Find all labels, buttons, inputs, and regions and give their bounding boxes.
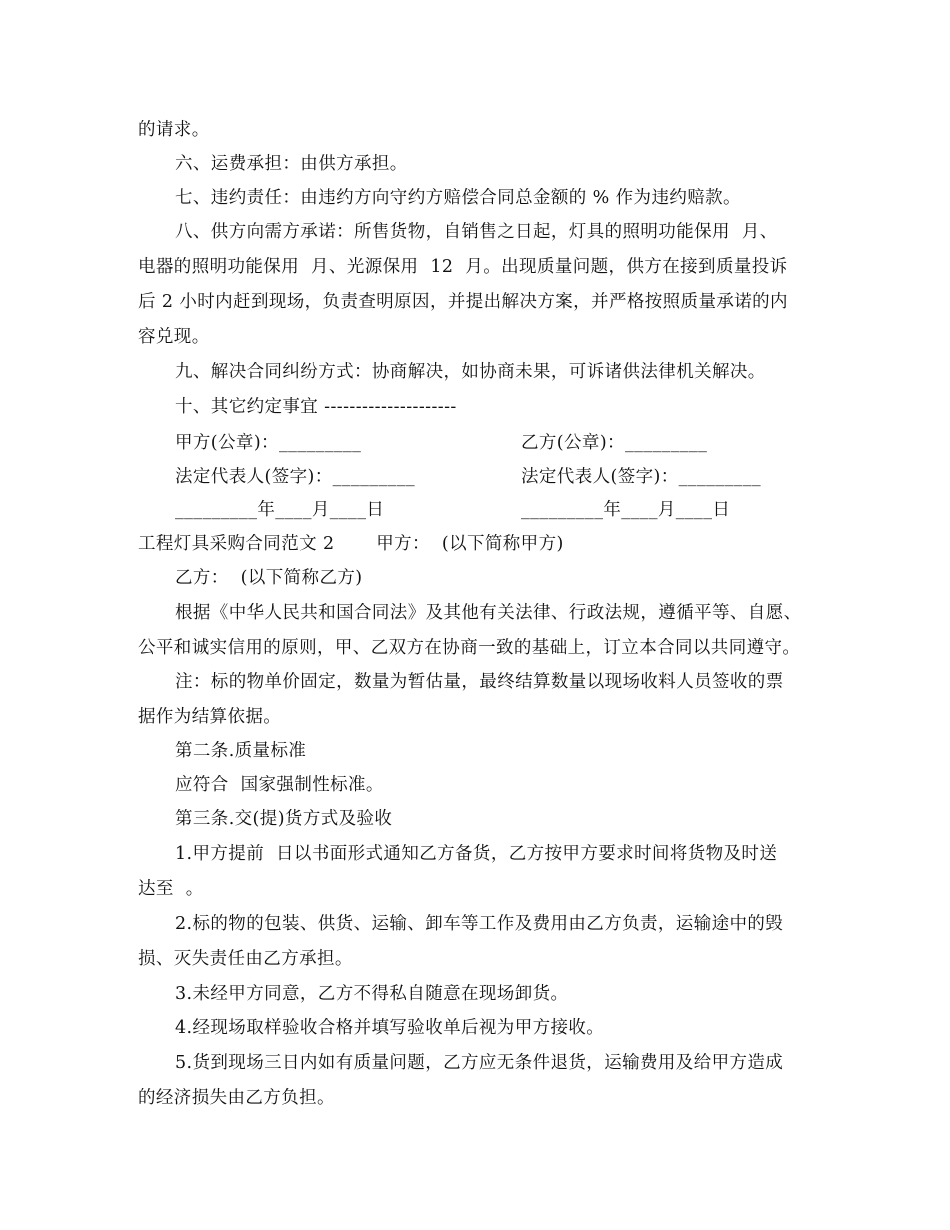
clause-dispute-resolution: 九、解决合同纠纷方式：协商解决，如协商未果，可诉诸供法律机关解决。 xyxy=(175,362,766,382)
paragraph-line: 的经济损失由乙方负担。 xyxy=(138,1088,335,1108)
clause-breach-liability: 七、违约责任：由违约方向守约方赔偿合同总金额的 % 作为违约赔款。 xyxy=(175,188,741,208)
article-2-heading: 第二条.质量标准 xyxy=(175,741,307,761)
paragraph-line: 容兑现。 xyxy=(138,327,210,347)
clause-supplier-warranty: 八、供方向需方承诺：所售货物，自销售之日起，灯具的照明功能保用 月、 xyxy=(175,222,778,242)
signature-party-a-representative: 法定代表人(签字)：_________ xyxy=(175,467,416,487)
contract2-title: 工程灯具采购合同范文 2 甲方： (以下简称甲方) xyxy=(138,534,564,554)
article-3-item-1: 1.甲方提前 日以书面形式通知乙方备货，乙方按甲方要求时间将货物及时送 xyxy=(175,844,778,864)
paragraph-line: 损、灭失责任由乙方承担。 xyxy=(138,949,353,969)
article-3-item-5: 5.货到现场三日内如有质量问题，乙方应无条件退货，运输费用及给甲方造成 xyxy=(175,1053,784,1073)
article-3-item-2: 2.标的物的包装、供货、运输、卸车等工作及费用由乙方负责，运输途中的毁 xyxy=(175,914,784,934)
signature-party-b-representative: 法定代表人(签字)：_________ xyxy=(521,467,762,487)
paragraph-line: 的请求。 xyxy=(138,120,210,140)
paragraph-line: 公平和诚实信用的原则，甲、乙双方在协商一致的基础上，订立本合同以共同遵守。 xyxy=(138,638,801,658)
paragraph-line: 达至 。 xyxy=(138,879,204,899)
signature-party-b-seal: 乙方(公章)：_________ xyxy=(521,433,708,453)
paragraph-line: 后 2 小时内赶到现场，负责查明原因，并提出解决方案，并严格按照质量承诺的内 xyxy=(138,292,788,312)
contract2-preamble: 根据《中华人民共和国合同法》及其他有关法律、行政法规，遵循平等、自愿、 xyxy=(175,603,802,623)
contract2-note: 注：标的物单价固定，数量为暂估量，最终结算数量以现场收料人员签收的票 xyxy=(175,672,784,692)
signature-party-a-date: _________年____月____日 xyxy=(175,500,385,520)
paragraph-line: 电器的照明功能保用 月、光源保用 12 月。出现质量问题，供方在接到质量投诉 xyxy=(138,257,788,277)
paragraph-line: 据作为结算依据。 xyxy=(138,707,282,727)
article-3-item-4: 4.经现场取样验收合格并填写验收单后视为甲方接收。 xyxy=(175,1018,605,1038)
clause-other-matters: 十、其它约定事宜 --------------------- xyxy=(175,397,457,417)
contract2-party-b: 乙方： (以下简称乙方) xyxy=(175,568,363,588)
article-3-item-3: 3.未经甲方同意，乙方不得私自随意在现场卸货。 xyxy=(175,984,569,1004)
clause-freight: 六、运费承担：由供方承担。 xyxy=(175,154,408,174)
article-3-heading: 第三条.交(提)货方式及验收 xyxy=(175,809,393,829)
article-2-text: 应符合 国家强制性标准。 xyxy=(175,775,384,795)
signature-party-b-date: _________年____月____日 xyxy=(521,500,731,520)
signature-party-a-seal: 甲方(公章)：_________ xyxy=(175,433,362,453)
